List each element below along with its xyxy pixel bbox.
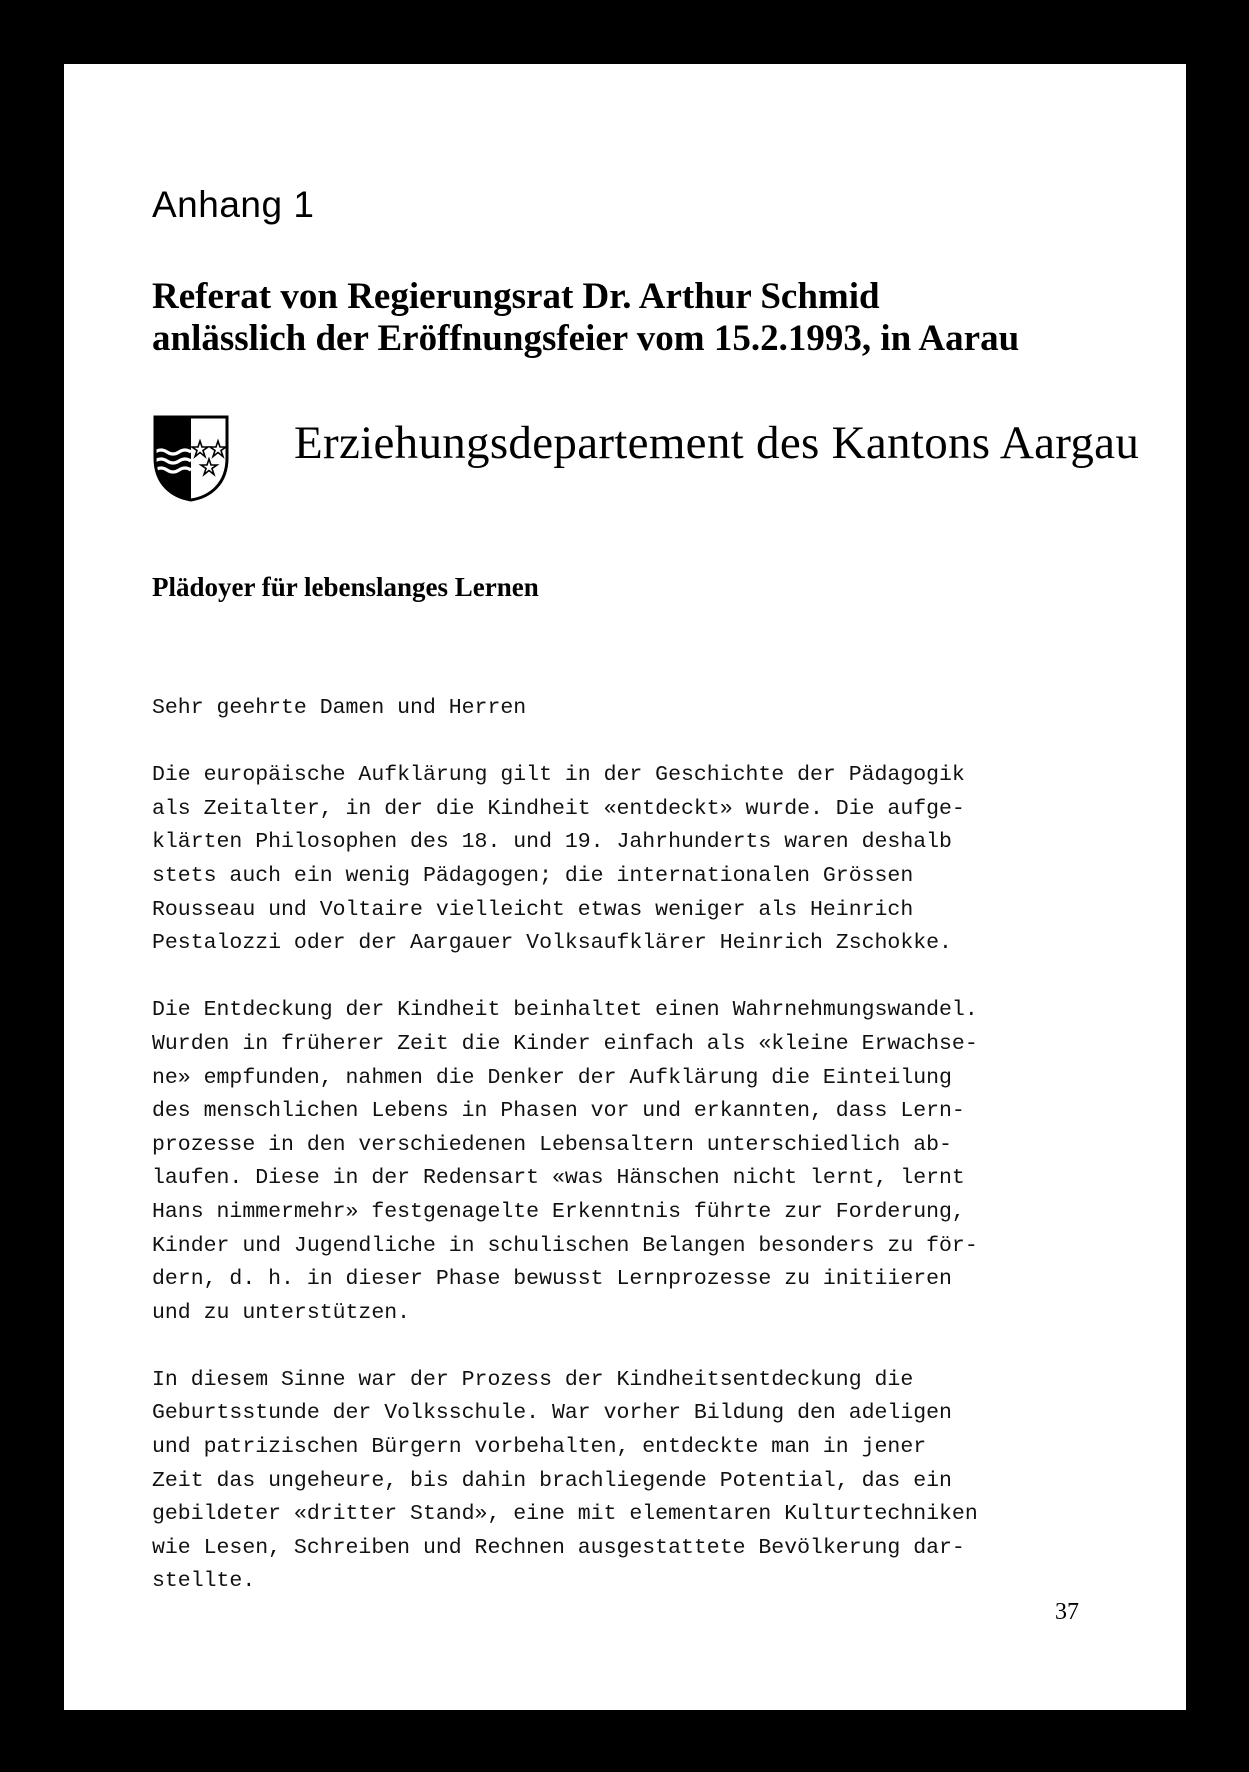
speech-title: Plädoyer für lebenslanges Lernen	[152, 572, 539, 602]
lecture-heading	[152, 276, 1152, 360]
page-number: 37	[1055, 1599, 1079, 1625]
paragraph: Die Entdeckung der Kindheit beinhaltet einen Wahrnehmungswandel. Wurden in früherer Zeit die Kinder einfach als «kleine Erwachse- ne» empfunden, nahmen die Denker der Aufklärung die Einteilung des menschlichen Lebens in Phasen vor und erkannten, dass Lern- prozesse in den verschiedenen Lebensaltern unterschiedlich ab- laufen. Diese in der Redensart «was Hänschen nicht lernt, lernt Hans nimmermehr» festgenagelte Erkenntnis führte zur Forderung, Kinder und Jugendliche in schulischen Belangen besonders zu för- dern, d. h. in dieser Phase bewusst Lernprozesse zu initiieren und zu unterstützen.	[152, 998, 978, 1325]
speech-body	[152, 692, 1052, 1599]
salutation: Sehr geehrte Damen und Herren	[152, 696, 527, 720]
paragraph: Die europäische Aufklärung gilt in der Geschichte der Pädagogik als Zeitalter, in der die Kindheit «entdeckt» wurde. Die aufge- klärten Philosophen des 18. und 19. Jahrhunderts waren deshalb stets auch ein wenig Pädagogen; die internationalen Grössen Rousseau und Voltaire vielleicht etwas weniger als Heinrich Pestalozzi oder der Aargauer Volksaufklärer Heinrich Zschokke.	[152, 763, 965, 956]
lecture-heading-line-1: Referat von Regierungsrat Dr. Arthur Schmid	[152, 276, 880, 317]
department-name: Erziehungsdepartement des Kantons Aargau	[294, 417, 1140, 469]
appendix-title: Anhang 1	[152, 184, 315, 225]
aargau-coat-of-arms-icon	[152, 414, 230, 502]
lecture-heading-line-2: anlässlich der Eröffnungsfeier vom 15.2.1993, in Aarau	[152, 318, 1020, 359]
paragraph: In diesem Sinne war der Prozess der Kindheitsentdeckung die Geburtsstunde der Volksschule. War vorher Bildung den adeligen und patrizischen Bürgern vorbehalten, entdeckte man in jener Zeit das ungeheure, bis dahin brachliegende Potential, das ein gebildeter «dritter Stand», eine mit elementaren Kulturtechniken wie Lesen, Schreiben und Rechnen ausgestattete Bevölkerung dar- stellte.	[152, 1367, 978, 1594]
document-page	[64, 64, 1186, 1710]
